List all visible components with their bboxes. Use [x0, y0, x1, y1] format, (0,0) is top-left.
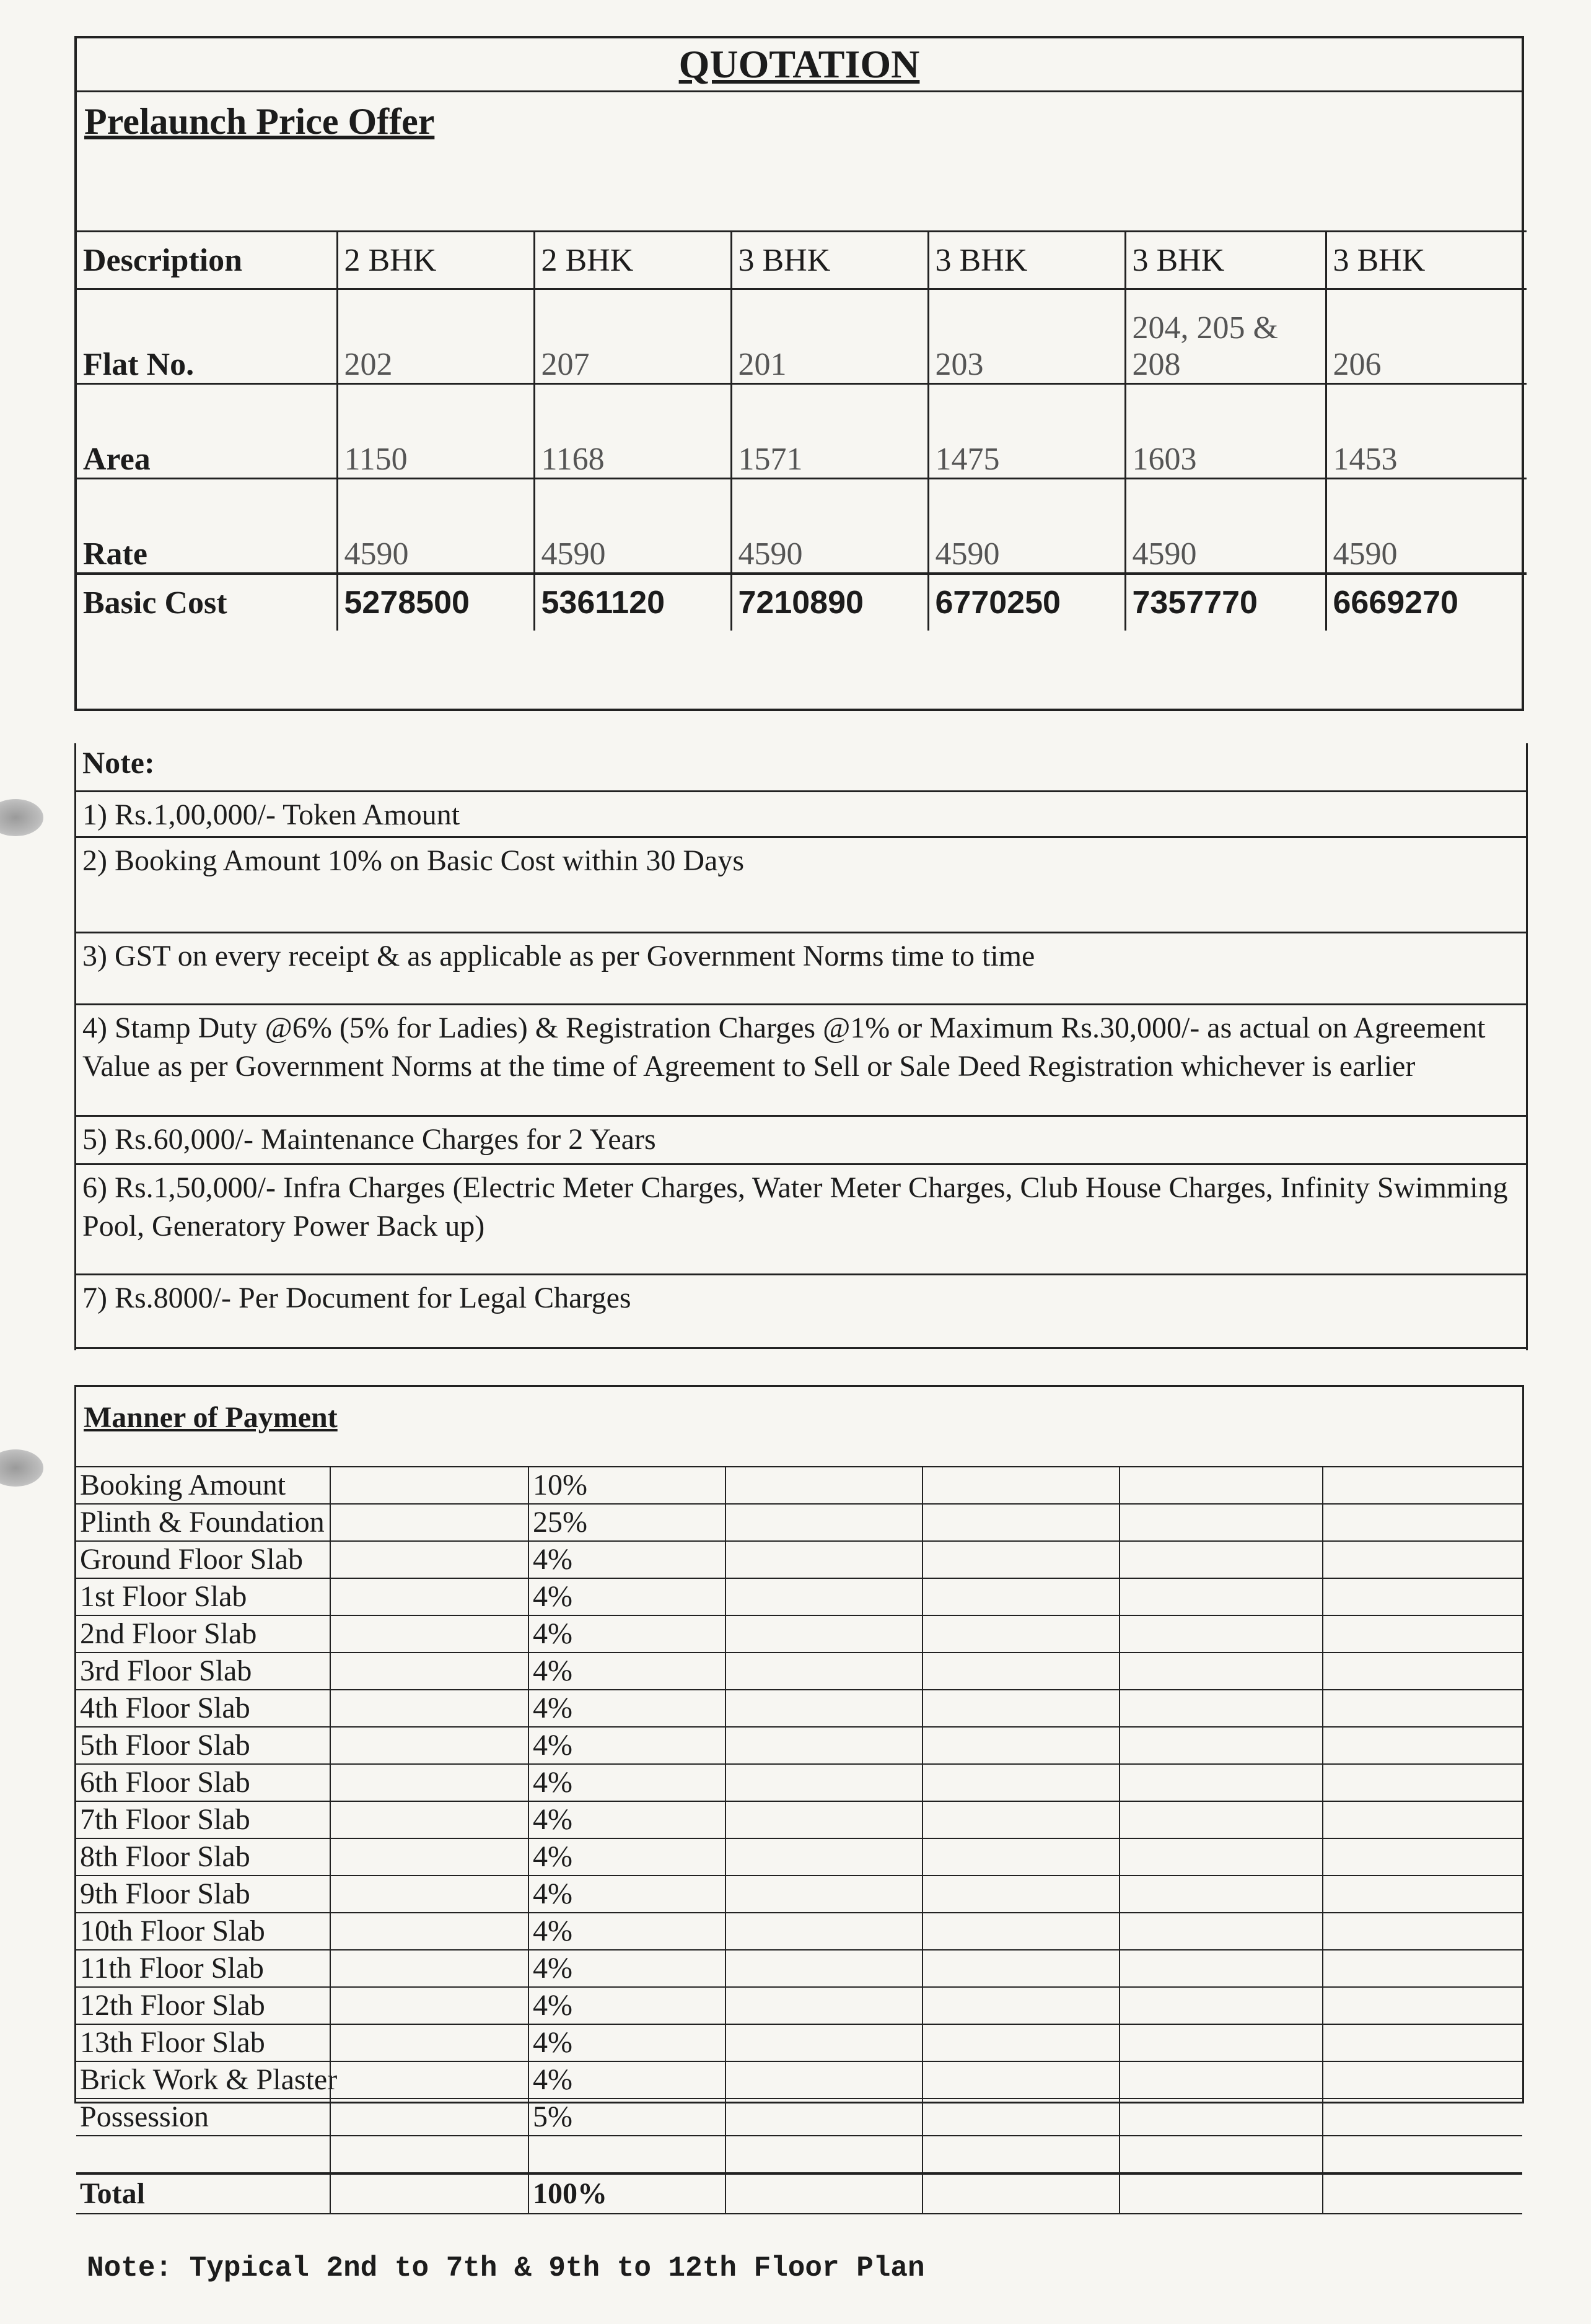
empty-cell	[1323, 2136, 1522, 2173]
payment-row	[76, 1987, 1522, 2024]
empty-cell	[1323, 1801, 1522, 1838]
empty-cell	[1120, 1690, 1323, 1727]
payment-rows	[76, 1467, 1522, 2214]
empty-cell	[1120, 1541, 1323, 1578]
empty-cell	[330, 1690, 528, 1727]
empty-cell	[1323, 1504, 1522, 1541]
payment-row	[76, 2061, 1522, 2099]
table-cell: 4590	[1125, 479, 1326, 574]
payment-stage: 13th Floor Slab	[76, 2024, 330, 2061]
payment-stage: 8th Floor Slab	[76, 1838, 330, 1876]
payment-row	[76, 1727, 1522, 1764]
table-cell: 201	[731, 289, 928, 384]
table-cell: 7357770	[1125, 574, 1326, 631]
payment-stage: 5th Floor Slab	[76, 1727, 330, 1764]
note-item: 4) Stamp Duty @6% (5% for Ladies) & Registration Charges @1% or Maximum Rs.30,000/- as actual on Agreement Value as per Government Norms at the time of Agreement to Sell or Sale Deed Registration whichever is earlier	[76, 1003, 1526, 1086]
header-cell: 3 BHK	[1326, 232, 1527, 289]
empty-cell	[1323, 1727, 1522, 1764]
empty-cell	[725, 2061, 923, 2099]
empty-cell	[725, 1690, 923, 1727]
empty-cell	[1323, 1541, 1522, 1578]
payment-row	[76, 1653, 1522, 1690]
payment-percent: 4%	[528, 1950, 725, 1987]
payment-percent: 4%	[528, 1764, 725, 1801]
empty-cell	[725, 1950, 923, 1987]
empty-cell	[528, 2136, 725, 2173]
payment-stage: Booking Amount	[76, 1467, 330, 1504]
empty-cell	[330, 1950, 528, 1987]
empty-cell	[330, 2173, 528, 2214]
empty-cell	[923, 2024, 1120, 2061]
empty-cell	[330, 1467, 528, 1504]
payment-row	[76, 1764, 1522, 1801]
payment-percent: 4%	[528, 2061, 725, 2099]
payment-heading: Manner of Payment	[84, 1401, 338, 1434]
empty-cell	[1323, 1950, 1522, 1987]
payment-row	[76, 1838, 1522, 1876]
note-item: 2) Booking Amount 10% on Basic Cost within 30 Days	[76, 836, 1526, 880]
empty-cell	[1120, 1467, 1323, 1504]
empty-cell	[1120, 2061, 1323, 2099]
empty-cell	[1323, 1578, 1522, 1615]
empty-cell	[330, 1504, 528, 1541]
empty-cell	[923, 1801, 1120, 1838]
empty-cell	[725, 2099, 923, 2136]
table-cell: 204, 205 & 208	[1125, 289, 1326, 384]
header-cell: 3 BHK	[928, 232, 1125, 289]
total-label: Total	[76, 2173, 330, 2214]
payment-percent: 4%	[528, 1727, 725, 1764]
note-item: 6) Rs.1,50,000/- Infra Charges (Electric Meter Charges, Water Meter Charges, Club House Charges, Infinity Swimming Pool, Generatory Power Back up)	[76, 1163, 1526, 1246]
empty-cell	[1120, 1950, 1323, 1987]
empty-cell	[923, 2136, 1120, 2173]
empty-cell	[923, 2061, 1120, 2099]
empty-cell	[923, 1541, 1120, 1578]
payment-percent: 4%	[528, 1913, 725, 1950]
payment-percent: 25%	[528, 1504, 725, 1541]
table-cell: 6669270	[1326, 574, 1527, 631]
empty-cell	[1120, 2173, 1323, 2214]
row-label: Area	[77, 384, 337, 479]
empty-cell	[330, 2024, 528, 2061]
empty-cell	[725, 1653, 923, 1690]
blank-row	[76, 2136, 1522, 2173]
empty-cell	[1323, 1913, 1522, 1950]
payment-stage: Brick Work & Plaster	[76, 2061, 330, 2099]
payment-stage: 4th Floor Slab	[76, 1690, 330, 1727]
row-label: Rate	[77, 479, 337, 574]
note-item: 3) GST on every receipt & as applicable as per Government Norms time to time	[76, 932, 1526, 976]
empty-cell	[1323, 2099, 1522, 2136]
payment-percent: 4%	[528, 2024, 725, 2061]
empty-cell	[725, 1615, 923, 1653]
empty-cell	[725, 1727, 923, 1764]
payment-row	[76, 2099, 1522, 2136]
empty-cell	[725, 1801, 923, 1838]
empty-cell	[923, 1876, 1120, 1913]
empty-cell	[923, 2173, 1120, 2214]
payment-row	[76, 1504, 1522, 1541]
empty-cell	[725, 1838, 923, 1876]
payment-table	[76, 1466, 1522, 2214]
table-row	[77, 289, 1527, 384]
empty-cell	[1120, 1987, 1323, 2024]
price-table-header	[77, 232, 1527, 289]
table-cell: 1475	[928, 384, 1125, 479]
empty-cell	[330, 1578, 528, 1615]
payment-percent: 4%	[528, 1653, 725, 1690]
empty-cell	[1323, 1838, 1522, 1876]
empty-cell	[330, 1615, 528, 1653]
empty-cell	[1120, 1504, 1323, 1541]
empty-cell	[1323, 1987, 1522, 2024]
empty-cell	[725, 1987, 923, 2024]
empty-cell	[1120, 1801, 1323, 1838]
empty-cell	[1323, 1615, 1522, 1653]
notes-divider	[76, 1347, 1526, 1349]
empty-cell	[330, 1727, 528, 1764]
payment-stage: 6th Floor Slab	[76, 1764, 330, 1801]
empty-cell	[1323, 1876, 1522, 1913]
table-cell: 1603	[1125, 384, 1326, 479]
empty-cell	[725, 2024, 923, 2061]
empty-cell	[923, 2099, 1120, 2136]
empty-cell	[923, 1653, 1120, 1690]
empty-cell	[1120, 1653, 1323, 1690]
table-cell: 4590	[731, 479, 928, 574]
notes-section	[74, 743, 1528, 1350]
total-value: 100%	[528, 2173, 725, 2214]
empty-cell	[923, 1690, 1120, 1727]
note-item: 5) Rs.60,000/- Maintenance Charges for 2 Years	[76, 1115, 1526, 1159]
payment-percent: 10%	[528, 1467, 725, 1504]
payment-percent: 4%	[528, 1615, 725, 1653]
payment-row	[76, 1541, 1522, 1578]
table-cell: 7210890	[731, 574, 928, 631]
empty-cell	[1323, 1467, 1522, 1504]
table-row	[77, 479, 1527, 574]
total-row	[76, 2173, 1522, 2214]
header-cell: 2 BHK	[534, 232, 731, 289]
payment-percent: 4%	[528, 1801, 725, 1838]
empty-cell	[725, 1913, 923, 1950]
header-cell: 3 BHK	[731, 232, 928, 289]
empty-cell	[1323, 2173, 1522, 2214]
empty-cell	[1323, 1764, 1522, 1801]
payment-stage: Possession	[76, 2099, 330, 2136]
payment-row	[76, 1876, 1522, 1913]
payment-percent: 4%	[528, 1541, 725, 1578]
empty-cell	[330, 1913, 528, 1950]
notes-heading: Note:	[82, 745, 155, 780]
empty-cell	[725, 2136, 923, 2173]
table-cell: 1150	[337, 384, 534, 479]
empty-cell	[1120, 1876, 1323, 1913]
empty-cell	[725, 1876, 923, 1913]
empty-cell	[923, 1913, 1120, 1950]
empty-cell	[1120, 2024, 1323, 2061]
empty-cell	[1120, 1913, 1323, 1950]
table-cell: 4590	[534, 479, 731, 574]
table-cell: 1571	[731, 384, 928, 479]
empty-cell	[330, 1987, 528, 2024]
payment-percent: 4%	[528, 1690, 725, 1727]
empty-cell	[1120, 1615, 1323, 1653]
empty-cell	[923, 1764, 1120, 1801]
footer-note: Note: Typical 2nd to 7th & 9th to 12th Floor Plan	[87, 2252, 925, 2284]
empty-cell	[725, 1504, 923, 1541]
payment-percent: 4%	[528, 1578, 725, 1615]
payment-percent: 4%	[528, 1876, 725, 1913]
table-cell: 1168	[534, 384, 731, 479]
empty-cell	[725, 1578, 923, 1615]
table-row	[77, 574, 1527, 631]
empty-cell	[1323, 2024, 1522, 2061]
table-cell: 5361120	[534, 574, 731, 631]
empty-cell	[923, 1504, 1120, 1541]
empty-cell	[1120, 1578, 1323, 1615]
payment-stage: 2nd Floor Slab	[76, 1615, 330, 1653]
payment-percent: 4%	[528, 1987, 725, 2024]
empty-cell	[1323, 2061, 1522, 2099]
empty-cell	[923, 1615, 1120, 1653]
empty-cell	[330, 2061, 528, 2099]
payment-stage: 11th Floor Slab	[76, 1950, 330, 1987]
table-cell: 6770250	[928, 574, 1125, 631]
empty-cell	[923, 1838, 1120, 1876]
empty-cell	[330, 2136, 528, 2173]
table-cell: 207	[534, 289, 731, 384]
payment-row	[76, 1690, 1522, 1727]
empty-cell	[923, 1727, 1120, 1764]
payment-percent: 4%	[528, 1838, 725, 1876]
punch-hole	[0, 799, 43, 836]
payment-stage: 12th Floor Slab	[76, 1987, 330, 2024]
empty-cell	[330, 1801, 528, 1838]
table-cell: 4590	[1326, 479, 1527, 574]
table-cell: 4590	[928, 479, 1125, 574]
note-item: 7) Rs.8000/- Per Document for Legal Charges	[76, 1273, 1526, 1317]
empty-cell	[725, 1541, 923, 1578]
empty-cell	[1120, 1764, 1323, 1801]
empty-cell	[1120, 1727, 1323, 1764]
table-cell: 202	[337, 289, 534, 384]
header-cell: 3 BHK	[1125, 232, 1326, 289]
payment-stage: 3rd Floor Slab	[76, 1653, 330, 1690]
payment-stage: 1st Floor Slab	[76, 1578, 330, 1615]
empty-cell	[725, 2173, 923, 2214]
payment-row	[76, 1467, 1522, 1504]
empty-cell	[330, 1653, 528, 1690]
empty-cell	[1120, 2136, 1323, 2173]
empty-cell	[1120, 1838, 1323, 1876]
payment-row	[76, 1913, 1522, 1950]
payment-stage: Plinth & Foundation	[76, 1504, 330, 1541]
row-label: Basic Cost	[77, 574, 337, 631]
payment-row	[76, 2024, 1522, 2061]
payment-stage: 7th Floor Slab	[76, 1801, 330, 1838]
empty-cell	[330, 1764, 528, 1801]
empty-cell	[923, 1987, 1120, 2024]
payment-stage: 10th Floor Slab	[76, 1913, 330, 1950]
empty-cell	[923, 1578, 1120, 1615]
empty-cell	[330, 1838, 528, 1876]
empty-cell	[923, 1467, 1120, 1504]
empty-cell	[1323, 1653, 1522, 1690]
payment-row	[76, 1950, 1522, 1987]
empty-cell	[330, 1541, 528, 1578]
payment-row	[76, 1615, 1522, 1653]
empty-cell	[76, 2136, 330, 2173]
payment-stage: Ground Floor Slab	[76, 1541, 330, 1578]
table-row	[77, 384, 1527, 479]
punch-hole	[0, 1449, 43, 1487]
empty-cell	[725, 1764, 923, 1801]
table-cell: 1453	[1326, 384, 1527, 479]
empty-cell	[1120, 2099, 1323, 2136]
quotation-title: QUOTATION	[77, 38, 1522, 92]
payment-percent: 5%	[528, 2099, 725, 2136]
empty-cell	[330, 2099, 528, 2136]
header-cell: Description	[77, 232, 337, 289]
quotation-subtitle: Prelaunch Price Offer	[84, 101, 435, 142]
payment-row	[76, 1578, 1522, 1615]
table-cell: 5278500	[337, 574, 534, 631]
header-cell: 2 BHK	[337, 232, 534, 289]
price-table	[77, 230, 1527, 631]
table-cell: 203	[928, 289, 1125, 384]
empty-cell	[330, 1876, 528, 1913]
empty-cell	[923, 1950, 1120, 1987]
empty-cell	[725, 1467, 923, 1504]
payment-row	[76, 1801, 1522, 1838]
table-cell: 4590	[337, 479, 534, 574]
quotation-section	[74, 36, 1524, 711]
empty-cell	[1323, 1690, 1522, 1727]
table-cell: 206	[1326, 289, 1527, 384]
payment-stage: 9th Floor Slab	[76, 1876, 330, 1913]
row-label: Flat No.	[77, 289, 337, 384]
payment-section	[74, 1385, 1524, 2210]
note-item: 1) Rs.1,00,000/- Token Amount	[76, 790, 1526, 834]
